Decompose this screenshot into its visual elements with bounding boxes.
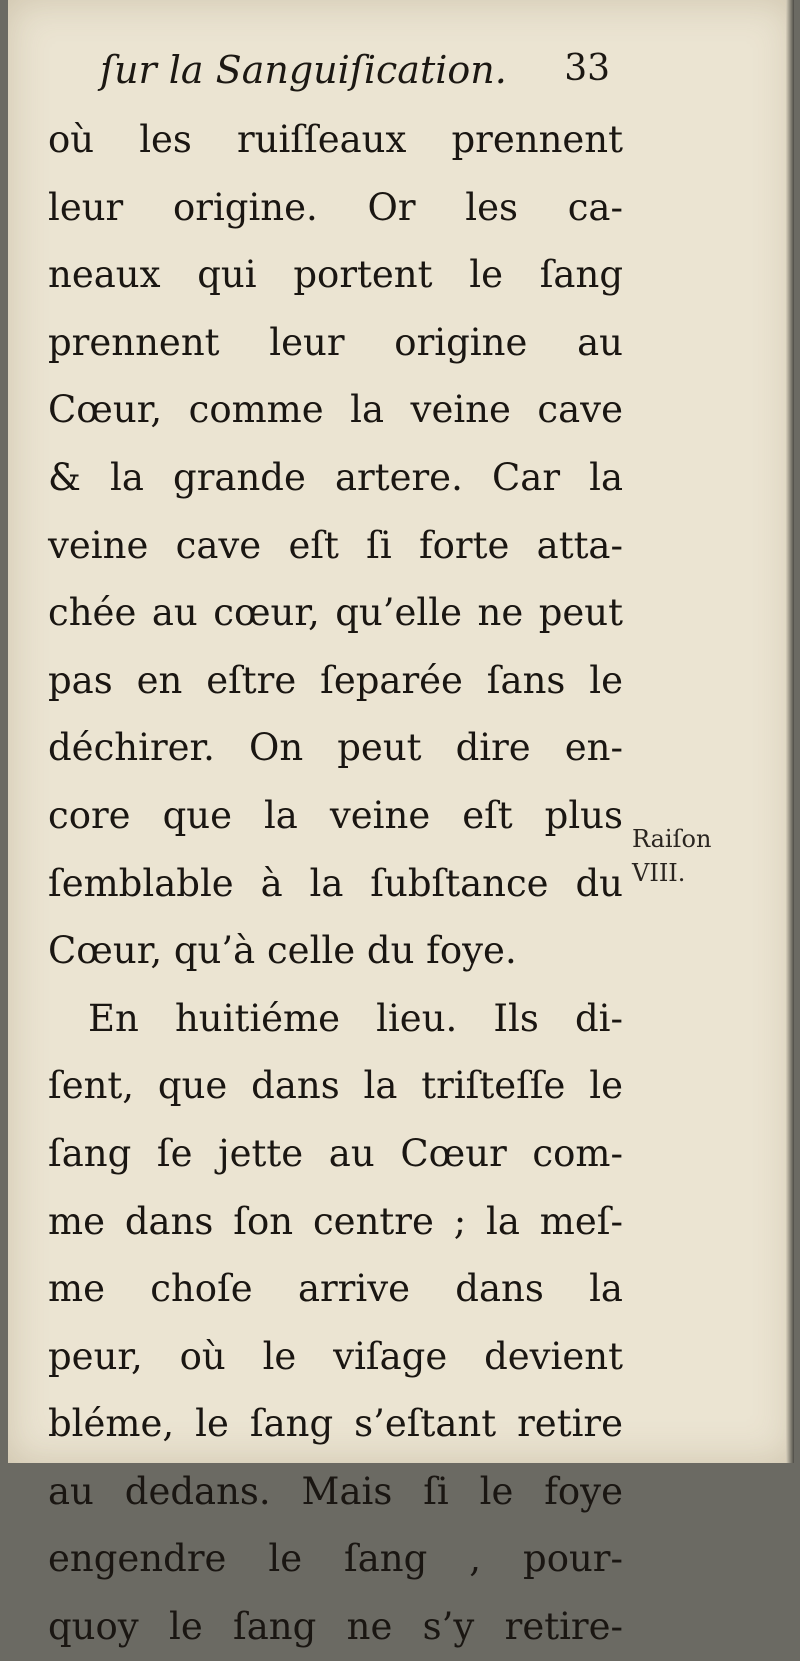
text-line: En huitiéme lieu. Ils di- [88, 996, 623, 1040]
body-text [48, 106, 623, 1661]
text-line: prennent leur origine au [48, 320, 623, 364]
book-page [8, 0, 794, 1649]
text-line: me dans ſon centre ; la meſ- [48, 1199, 623, 1243]
text-line: pas en eſtre ſeparée ſans le [48, 658, 623, 702]
text-line: & la grande artere. Car la [48, 455, 623, 499]
text-line: leur origine. Or les ca- [48, 185, 623, 229]
marginal-note [632, 822, 752, 890]
text-line: veine cave eſt ſi forte atta- [48, 523, 623, 567]
text-line: ſent, que dans la triſteſſe le [48, 1064, 623, 1108]
text-line: bléme, le ſang s’eſtant retire [48, 1402, 623, 1446]
text-line: core que la veine eſt plus [48, 793, 623, 837]
text-line: neaux qui portent le ſang [48, 253, 623, 297]
text-line: ſang ſe jette au Cœur com- [48, 1131, 623, 1175]
text-line: ſemblable à la ſubſtance du [48, 861, 623, 905]
text-line: Cœur, qu’à celle du foye. [48, 929, 517, 973]
running-title: ſur la Sanguiſication. [100, 48, 507, 92]
text-line: me choſe arrive dans la [48, 1267, 623, 1311]
text-line: où les ruiſſeaux prennent [48, 118, 623, 161]
page-edge-shadow [786, 0, 794, 1463]
text-line: au dedans. Mais ſi le foye [48, 1469, 623, 1513]
marginal-note-line: VIII. [632, 859, 686, 887]
text-line: déchirer. On peut dire en- [48, 726, 623, 770]
text-line: engendre le ſang , pour- [48, 1537, 623, 1581]
text-line: quoy le ſang ne s’y retire- [48, 1605, 623, 1649]
marginal-note-line: Raiſon [632, 825, 712, 853]
text-line: Cœur, comme la veine cave [48, 388, 623, 432]
page-header [100, 48, 610, 104]
page-number: 33 [564, 48, 610, 89]
text-line: chée au cœur, qu’elle ne peut [48, 591, 623, 635]
text-line: peur, où le viſage devient [48, 1334, 623, 1378]
